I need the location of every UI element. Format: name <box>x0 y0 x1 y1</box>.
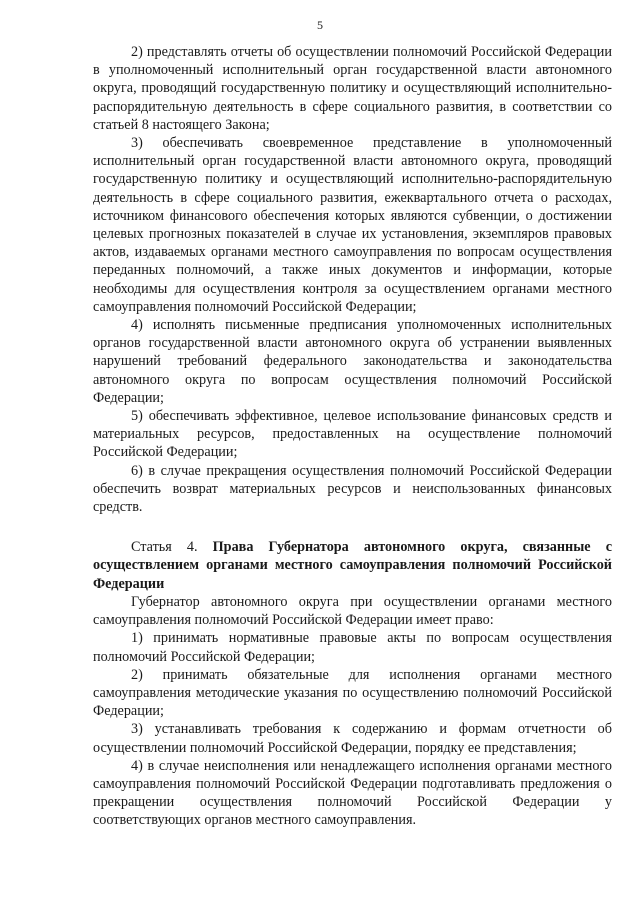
list-item: 2) принимать обязательные для исполнения органами местного самоуправления методические указания по осуществлению полномочий Российской Федерации; <box>93 666 612 720</box>
article-heading <box>93 538 612 593</box>
list-item: 4) исполнять письменные предписания уполномоченных исполнительных органов государственной власти автономного округа об устранении выявленных нарушений требований федерального законодательства и законодательства автономного округа по вопросам осуществления полномочий Российской Федерации; <box>93 317 612 406</box>
article-intro: Губернатор автономного округа при осуществлении органами местного самоуправления полномочий Российской Федерации имеет право: <box>93 593 612 629</box>
list-item: 3) устанавливать требования к содержанию и формам отчетности об осуществлении полномочий Российской Федерации, порядку ее представления; <box>93 721 612 756</box>
article-label: Статья 4. <box>131 539 198 556</box>
document-body <box>93 43 612 830</box>
section-gap <box>93 516 612 538</box>
article-title: Права Губернатора автономного округа, связанные с осуществлением органами местного самоуправления полномочий Российской Федерации <box>93 539 612 592</box>
list-item: 5) обеспечивать эффективное, целевое использование финансовых средств и материальных ресурсов, предоставленных на осуществление полномочий Российской Федерации; <box>93 408 612 461</box>
list-item: 4) в случае неисполнения или ненадлежащего исполнения органами местного самоуправления полномочий Российской Федерации подготавливать предложения о прекращении осуществления полномочий Российской Федерации у соответствующих органов местного самоуправления. <box>93 757 612 829</box>
list-item: 6) в случае прекращения осуществления полномочий Российской Федерации обеспечить возврат материальных ресурсов и неиспользованных финансовых средств. <box>93 462 612 516</box>
list-item: 1) принимать нормативные правовые акты по вопросам осуществления полномочий Российской Федерации; <box>93 630 612 665</box>
page-number: 5 <box>317 18 323 32</box>
list-item: 3) обеспечивать своевременное представление в уполномоченный исполнительный орган государственной власти автономного округа, проводящий государственную политику и осуществляющий исполнительно-распорядительную деятельность в сфере социального развития, ежеквартального отчета о расходах, источником финансового обеспечения которых являются субвенции, о достижении целевых прогнозных показателей в случае их установления, экземпляров правовых актов, издаваемых органами местного самоуправления по вопросам осуществления переданных полномочий, а также иных документов и информации, которые необходимы для осуществления контроля за осуществлением органами местного самоуправления полномочий Российской Федерации; <box>93 135 612 315</box>
list-item: 2) представлять отчеты об осуществлении полномочий Российской Федерации в уполномоченный исполнительный орган государственной власти автономного округа, проводящий государственную политику и осуществляющий исполнительно-распорядительную деятельность в сфере социального развития, в соответствии со статьей 8 настоящего Закона; <box>93 44 612 133</box>
